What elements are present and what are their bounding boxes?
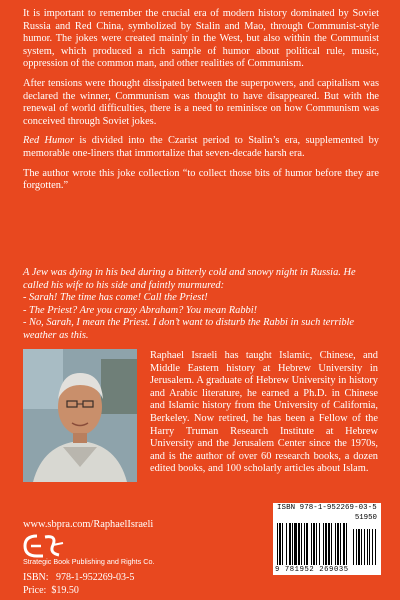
joke-excerpt	[23, 267, 379, 343]
paragraph-red-humor	[23, 135, 379, 160]
paragraph-author-quote: The author wrote this joke collection “to collect those bits of humor before they are forgotten.”	[23, 167, 379, 192]
barcode-price-code: 51950	[354, 514, 377, 522]
barcode-digits: 9 781952 269035	[275, 566, 349, 574]
barcode-isbn: ISBN 978-1-952269-03-5	[277, 504, 377, 512]
red-humor-text: is divided into the Czarist period to Stalin’s era, supplemented by memorable one-liners that immortalize that seven-decade harsh era.	[23, 135, 379, 159]
paragraph-intro: It is important to remember the crucial era of modern history dominated by Soviet Russia and Red China, symbolized by Stalin and Mao, through Communist-style humor. The jokes were created mainly in the West, but also within the Communist system, which produced a rich sample of humor about political rule, music, oppression of the common man, and other realities of Communism.	[23, 8, 379, 70]
barcode-bars-icon	[277, 523, 377, 565]
publisher-logo	[23, 533, 93, 573]
paragraph-tensions: After tensions were thought dissipated between the superpowers, and capitalism was declared the winner, Communism was thought to have disappeared. But with the renewal of world difficulties, there is a need to reminisce on how Communism was conceived through Soviet jokes.	[23, 77, 379, 127]
author-photo	[23, 349, 137, 482]
barcode	[273, 503, 381, 575]
sbpra-logo-icon	[23, 533, 93, 559]
description	[23, 8, 379, 200]
joke-intro: A Jew was dying in his bed during a bitterly cold and snowy night in Russia. He called his wife to his side and faintly murmured:	[23, 267, 356, 291]
isbn-text: ISBN: 978-1-952269-03-5	[23, 572, 135, 583]
author-bio: Raphael Israeli has taught Islamic, Chinese, and Middle Eastern history at Hebrew University in Jerusalem. A graduate of Hebrew University in history and Arabic literature, he earned a Ph.D. in Chinese and Islamic history from the University of California, Berkeley. Now retired, he has been a Fellow of the Harry Truman Research Institute at Hebrew University and the Jerusalem Center since the 1970s, and is the author of over 60 research books, a dozen edited books, and 100 scholarly articles about Islam.	[150, 350, 378, 475]
joke-line-3: - No, Sarah, I mean the Priest. I don’t want to disturb the Rabbi in such terrible weather as this.	[23, 317, 355, 341]
author-portrait-icon	[23, 349, 137, 482]
price-text: Price: $19.50	[23, 585, 79, 596]
joke-line-2: - The Priest? Are you crazy Abraham? You mean Rabbi!	[23, 304, 258, 316]
joke-line-1: - Sarah! The time has come! Call the Priest!	[23, 292, 208, 304]
book-title: Red Humor	[23, 135, 74, 147]
author-url: www.sbpra.com/RaphaelIsraeli	[23, 519, 154, 530]
publisher-name: Strategic Book Publishing and Rights Co.	[23, 557, 155, 566]
